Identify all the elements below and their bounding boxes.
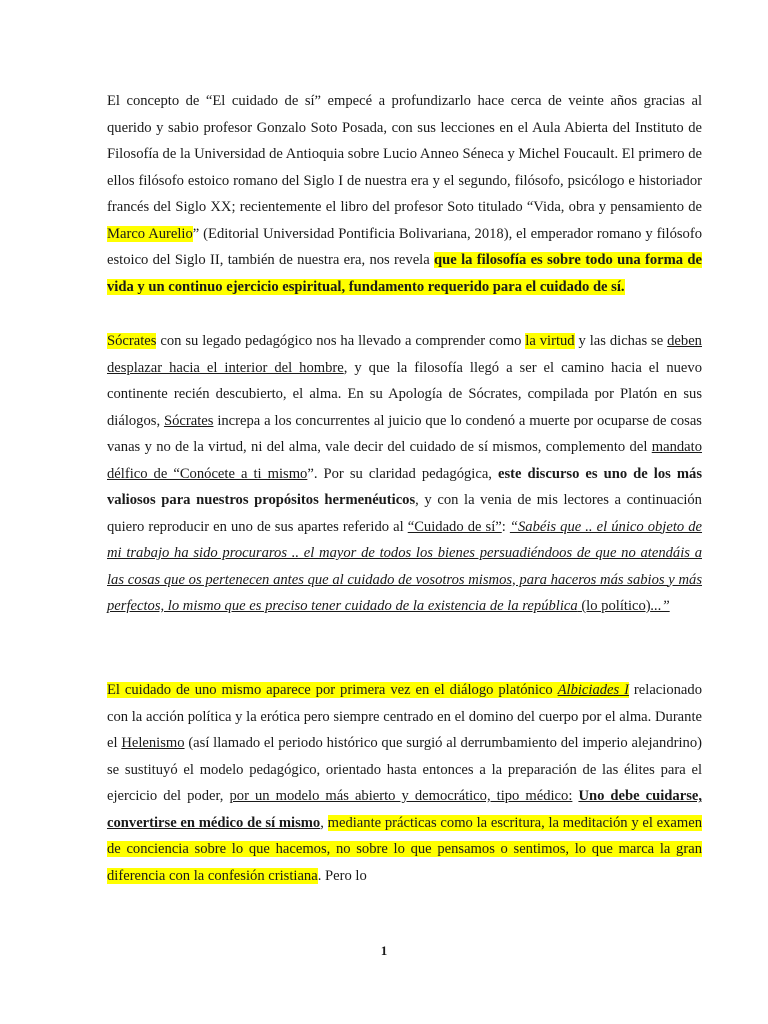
text-run: , y con la venia de mis lectores a continuación quiero reproducir en uno de sus apartes referido al <box>107 492 702 535</box>
highlight-bold-thesis: que la filosofía es sobre todo una forma de vida y un continuo ejercicio espiritual, fundamento requerido para el cuidado de sí. <box>107 252 702 295</box>
highlight-albiciades: Albiciades I <box>557 682 629 698</box>
text-run: El concepto de “El cuidado de sí” empecé a profundizarlo hace cerca de veinte años gracias al querido y sabio profesor Gonzalo Soto Posada, con sus lecciones en el Aula Abierta del Instituto de Filosofía de la Universidad de Antioquia sobre Lucio Anneo Séneca y Michel Foucault. El primero de ellos filósofo estoico romano del Siglo I de nuestra era y el segundo, filósofo, psicólogo e historiador francés del Siglo XX; recientemente el libro del profesor Soto titulado “Vida, obra y pensamiento de <box>107 93 702 215</box>
underlined-politico: (lo político) <box>577 598 651 614</box>
underlined-cuidado: “Cuidado de sí” <box>407 518 502 535</box>
highlight-practicas: mediante prácticas como la escritura, la meditación y el examen de conciencia sobre lo que hacemos, no sobre lo que pensamos o sentimos, lo que marca la gran diferencia con la confesión cristiana <box>107 814 702 884</box>
bold-underlined-text: Uno debe cuidarse, convertirse en médico de sí mismo <box>107 788 702 831</box>
paragraph-intro <box>107 88 702 300</box>
quote-italic-underlined: “Sabéis que .. el único objeto de mi trabajo ha sido procuraros .. el mayor de todos los bienes persuadiéndoos de que no atendáis a las cosas que os pertenecen antes que al cuidado de vosotros mismos, para haceros más sabios y más perfectos, lo mismo que es preciso tener cuidado de la existencia de la república <box>107 518 703 614</box>
underlined-helenismo: Helenismo <box>121 735 185 751</box>
text-run: relacionado con la acción política y la erótica pero siempre centrado en el domino del cuerpo por el alma. Durante el <box>107 682 702 751</box>
highlight-virtud: la virtud <box>525 333 575 349</box>
highlight-marco-aurelio: Marco Aurelio <box>107 225 193 242</box>
text-run: , y que la filosofía llegó a ser el camino hacia el nuevo continente recién descubierto, el alma. En su Apología de Sócrates, compilada por Platón en sus diálogos, <box>107 359 702 429</box>
text-run: , <box>320 814 328 831</box>
underlined-modelo: por un modelo más abierto y democrático, tipo médico: <box>229 788 573 804</box>
text-run: y las dichas se <box>574 333 668 349</box>
paragraph-socrates <box>107 328 702 620</box>
text-run: con su legado pedagógico nos ha llevado a comprender como <box>156 333 526 349</box>
quote-end: ...” <box>650 598 670 614</box>
text-run: ” (Editorial Universidad Pontificia Bolivariana, 2018), el emperador romano y filósofo estoico del Siglo II, también de nuestra era, nos revela <box>107 225 702 268</box>
highlight-intro-sentence: El cuidado de uno mismo aparece por primera vez en el diálogo platónico <box>107 682 558 698</box>
underlined-text: deben desplazar hacia el interior del hombre <box>107 333 702 376</box>
text-run: (así llamado el periodo histórico que surgió al derrumbamiento del imperio alejandrino) se sustituyó el modelo pedagógico, orientado hasta entonces a la preparación de las élites para el ejercicio del poder, <box>107 735 703 804</box>
text-run: ”. Por su claridad pedagógica, <box>307 465 498 482</box>
underlined-socrates: Sócrates <box>163 412 214 429</box>
paragraph-cuidado <box>107 677 702 889</box>
bold-text: este discurso es uno de los más valiosos para nuestros propósitos hermenéuticos <box>107 465 702 508</box>
text-run: : <box>501 518 510 535</box>
text-run: . Pero lo <box>317 867 367 884</box>
page-number: 1 <box>380 943 388 958</box>
underlined-mandato: mandato délfico de “Conócete a ti mismo <box>107 439 702 482</box>
highlight-socrates: Sócrates <box>107 333 157 349</box>
text-run: increpa a los concurrentes al juicio que lo condenó a muerte por ocuparse de cosas vanas y no de la virtud, ni del alma, vale decir del cuidado de sí mismos, complemento del <box>107 412 702 455</box>
